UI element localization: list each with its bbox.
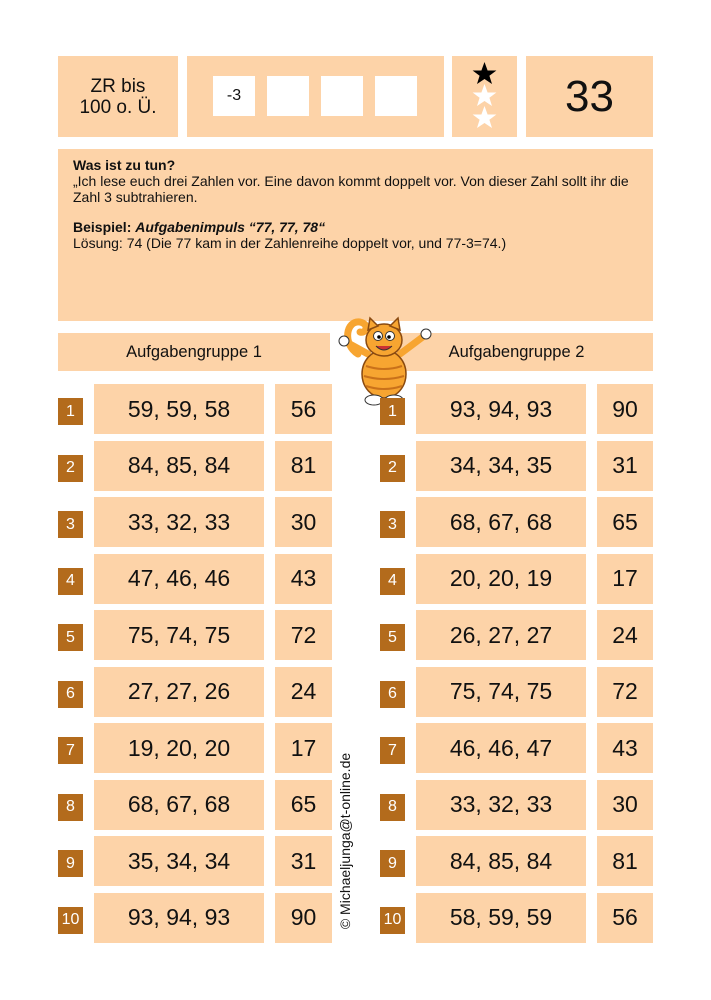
card-number: 33 (526, 56, 653, 137)
task-numbers: 93, 94, 93 (94, 893, 264, 943)
row-number: 2 (380, 455, 405, 482)
task-numbers: 59, 59, 58 (94, 384, 264, 434)
copyright (331, 735, 359, 947)
topic-line-2: 100 o. Ü. (79, 96, 157, 118)
row-number: 9 (58, 850, 83, 877)
task-numbers: 27, 27, 26 (94, 667, 264, 717)
row-number: 3 (58, 511, 83, 538)
answer: 90 (275, 893, 332, 943)
star-empty-icon (473, 84, 497, 106)
answer: 56 (597, 893, 653, 943)
task-numbers: 26, 27, 27 (416, 610, 586, 660)
row-number: 10 (58, 907, 83, 934)
group-2-title: Aufgabengruppe 2 (380, 333, 653, 371)
task-numbers: 68, 67, 68 (94, 780, 264, 830)
task-instruction: „Ich lese euch drei Zahlen vor. Eine davon kommt doppelt vor. Von dieser Zahl sollt ihr die Zahl 3 subtrahieren. (73, 173, 629, 205)
task-numbers: 34, 34, 35 (416, 441, 586, 491)
group-1-title: Aufgabengruppe 1 (58, 333, 330, 371)
row-number: 6 (380, 681, 405, 708)
answer: 81 (275, 441, 332, 491)
task-numbers: 47, 46, 46 (94, 554, 264, 604)
answer: 65 (597, 497, 653, 547)
row-number: 8 (58, 794, 83, 821)
task-numbers: 33, 32, 33 (94, 497, 264, 547)
solution-line: Lösung: 74 (Die 77 kam in der Zahlenreihe doppelt vor, und 77-3=74.) (73, 235, 507, 251)
example-value: Aufgabenimpuls “77, 77, 78“ (135, 219, 326, 235)
task-numbers: 68, 67, 68 (416, 497, 586, 547)
row-number: 1 (58, 398, 83, 425)
task-numbers: 75, 74, 75 (94, 610, 264, 660)
answer: 56 (275, 384, 332, 434)
answer: 17 (275, 723, 332, 773)
answer: 90 (597, 384, 653, 434)
row-number: 6 (58, 681, 83, 708)
task-description (58, 149, 653, 321)
row-number: 8 (380, 794, 405, 821)
answer: 30 (275, 497, 332, 547)
task-numbers: 46, 46, 47 (416, 723, 586, 773)
row-number: 3 (380, 511, 405, 538)
task-numbers: 19, 20, 20 (94, 723, 264, 773)
answer: 65 (275, 780, 332, 830)
answer: 81 (597, 836, 653, 886)
task-numbers: 84, 85, 84 (416, 836, 586, 886)
row-number: 4 (380, 568, 405, 595)
row-number: 7 (380, 737, 405, 764)
copyright-text: © Michaeljunga@t-online.de (337, 752, 354, 930)
example-label: Beispiel: (73, 219, 132, 235)
task-heading: Was ist zu tun? (73, 157, 176, 173)
row-number: 1 (380, 398, 405, 425)
task-numbers: 20, 20, 19 (416, 554, 586, 604)
task-numbers: 35, 34, 34 (94, 836, 264, 886)
task-numbers: 93, 94, 93 (416, 384, 586, 434)
topic-label (58, 56, 178, 137)
row-number: 5 (380, 624, 405, 651)
answer: 31 (275, 836, 332, 886)
task-numbers: 58, 59, 59 (416, 893, 586, 943)
topic-line-1: ZR bis (90, 75, 146, 97)
answer: 31 (597, 441, 653, 491)
answer: 72 (597, 667, 653, 717)
star-empty-icon (473, 106, 497, 128)
empty-box (267, 76, 309, 116)
difficulty-panel (452, 56, 517, 137)
answer: 72 (275, 610, 332, 660)
answer: 43 (597, 723, 653, 773)
row-number: 4 (58, 568, 83, 595)
answer: 17 (597, 554, 653, 604)
empty-box (375, 76, 417, 116)
star-filled-icon (473, 62, 497, 84)
row-number: 10 (380, 907, 405, 934)
row-number: 2 (58, 455, 83, 482)
operation-panel (187, 56, 444, 137)
row-number: 5 (58, 624, 83, 651)
answer: 43 (275, 554, 332, 604)
task-numbers: 75, 74, 75 (416, 667, 586, 717)
row-number: 7 (58, 737, 83, 764)
answer: 24 (597, 610, 653, 660)
task-numbers: 84, 85, 84 (94, 441, 264, 491)
task-numbers: 33, 32, 33 (416, 780, 586, 830)
empty-box (321, 76, 363, 116)
operation-box: -3 (213, 76, 255, 116)
answer: 24 (275, 667, 332, 717)
row-number: 9 (380, 850, 405, 877)
example-line (73, 219, 638, 235)
answer: 30 (597, 780, 653, 830)
